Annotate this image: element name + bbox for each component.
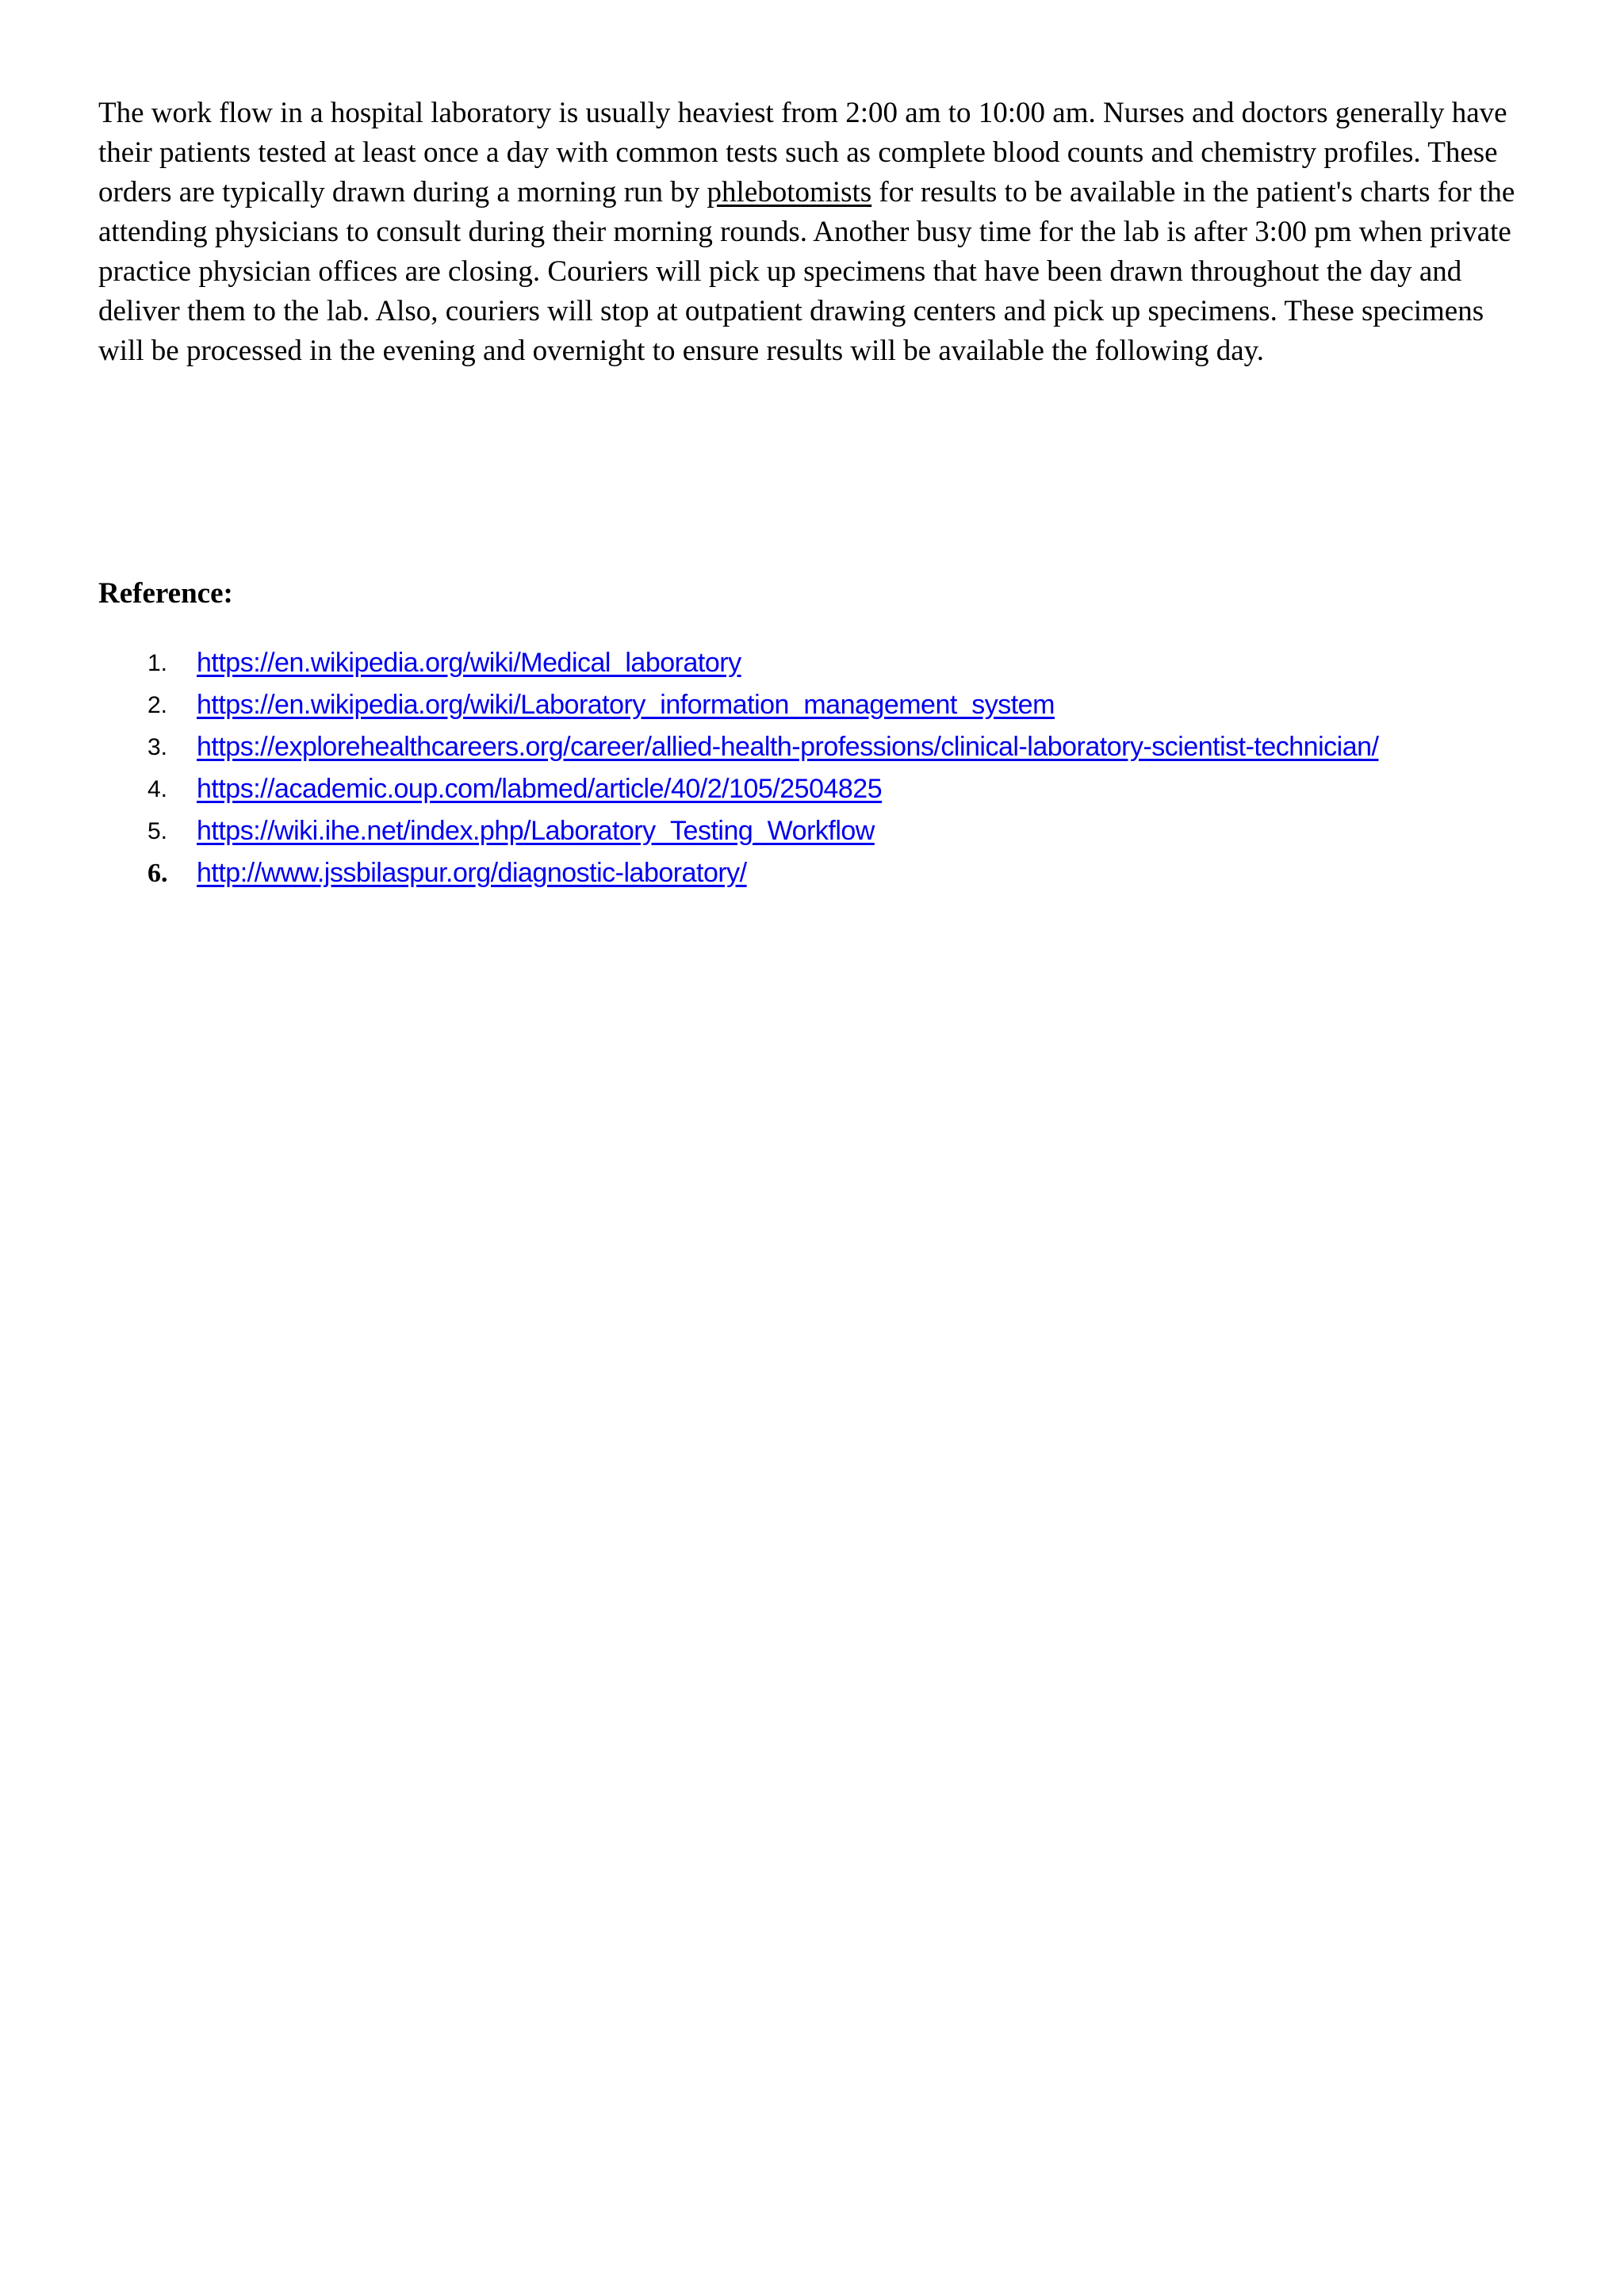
reference-link[interactable]: https://en.wikipedia.org/wiki/Medical_laboratory (197, 648, 741, 678)
reference-number: 6. (147, 859, 168, 888)
reference-link[interactable]: http://www.jssbilaspur.org/diagnostic-laboratory/ (197, 858, 747, 888)
paragraph-text-part-2: for results to be available in the patient's charts for the attending physicians to consult during their morning rounds. Another busy time for the lab is after 3:00 pm when private practice physician offices are closing. Couriers will pick up specimens that have been drawn throughout the day and deliver them to the lab. Also, couriers will stop at outpatient drawing centers and pick up specimens. These specimens will be processed in the evening and overnight to ensure results will be available the following day. (98, 176, 1515, 367)
phlebotomists-link[interactable]: phlebotomists (707, 176, 872, 209)
reference-item-5 (98, 810, 1589, 852)
reference-list (98, 642, 1589, 894)
reference-item-4 (98, 768, 1589, 810)
reference-item-3 (98, 726, 1589, 768)
reference-number: 1. (147, 650, 168, 676)
body-paragraph (98, 94, 1526, 371)
reference-link[interactable]: https://en.wikipedia.org/wiki/Laboratory_information_management_system (197, 690, 1055, 720)
reference-link[interactable]: https://wiki.ihe.net/index.php/Laboratory_Testing_Workflow (197, 816, 875, 846)
reference-number: 4. (147, 776, 168, 802)
paragraph-text-part-1: The work flow in a hospital laboratory is usually heaviest from 2:00 am to 10:00 am. Nurses and doctors generally have their patients tested at least once a day with common tests such as complete blood counts and chemistry profiles. These orders are typically drawn during a morning run by (98, 97, 1507, 209)
reference-heading: Reference: (98, 577, 233, 610)
reference-number: 3. (147, 734, 168, 760)
reference-link[interactable]: https://explorehealthcareers.org/career/allied-health-professions/clinical-laboratory-scientist-technician/ (197, 732, 1379, 762)
reference-item-1 (98, 642, 1589, 684)
reference-number: 2. (147, 692, 168, 718)
reference-item-2 (98, 684, 1589, 726)
reference-link[interactable]: https://academic.oup.com/labmed/article/40/2/105/2504825 (197, 774, 883, 804)
reference-item-6 (98, 852, 1589, 894)
reference-number: 5. (147, 818, 168, 844)
